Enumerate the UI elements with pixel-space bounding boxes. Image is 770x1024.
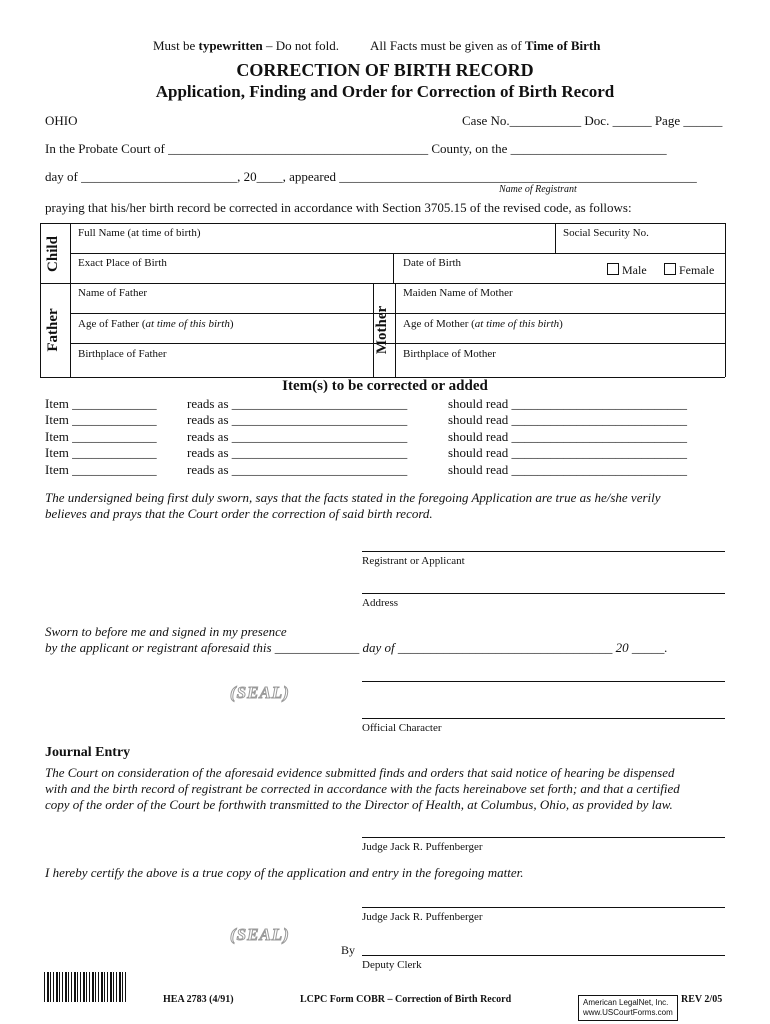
official-character-line[interactable] bbox=[362, 718, 725, 719]
name-of-registrant-caption: Name of Registrant bbox=[499, 184, 577, 195]
judge-signature-line-2[interactable] bbox=[362, 907, 725, 908]
place-of-birth-field[interactable]: Exact Place of Birth bbox=[78, 257, 167, 269]
typewritten-notice: Must be typewritten – Do not fold. bbox=[153, 38, 339, 53]
time-of-birth-notice: All Facts must be given as of Time of Birth bbox=[370, 38, 601, 53]
male-checkbox[interactable]: Male bbox=[607, 263, 647, 278]
item-field[interactable]: Item _____________ bbox=[45, 462, 157, 477]
father-birthplace-field[interactable]: Birthplace of Father bbox=[78, 348, 167, 360]
seal-watermark: (SEAL) bbox=[230, 683, 290, 702]
father-section-label: Father bbox=[45, 308, 61, 352]
journal-entry-heading: Journal Entry bbox=[45, 745, 131, 760]
deputy-clerk-caption: Deputy Clerk bbox=[362, 959, 422, 971]
praying-statement: praying that his/her birth record be corrected in accordance with Section 3705.15 of the revised code, as follows: bbox=[45, 200, 632, 215]
judge-caption: Judge Jack R. Puffenberger bbox=[362, 841, 483, 853]
judge-signature-line[interactable] bbox=[362, 837, 725, 838]
by-label: By bbox=[341, 943, 356, 957]
registrant-signature-line[interactable] bbox=[362, 551, 725, 552]
oath-statement: The undersigned being first duly sworn, says that the facts stated in the foregoing Application are true as he/she verily believes and prays that the Court order the correction of said birth record. bbox=[45, 490, 661, 521]
address-line[interactable] bbox=[362, 593, 725, 594]
address-caption: Address bbox=[362, 597, 399, 609]
mother-birthplace-field[interactable]: Birthplace of Mother bbox=[403, 348, 496, 360]
ssn-field[interactable]: Social Security No. bbox=[563, 227, 649, 239]
should-read-field[interactable]: should read ___________________________ bbox=[448, 462, 688, 477]
appeared-date-field[interactable]: day of ________________________, 20____, appeared _______________________________________________________ bbox=[45, 169, 697, 184]
item-field[interactable]: Item _____________ bbox=[45, 396, 157, 411]
items-heading: Item(s) to be corrected or added bbox=[282, 378, 488, 394]
mother-section-label: Mother bbox=[374, 305, 390, 355]
item-field[interactable]: Item _____________ bbox=[45, 445, 157, 460]
state-label: OHIO bbox=[45, 113, 78, 128]
journal-entry-text: The Court on consideration of the aforesaid evidence submitted finds and orders that said notice of hearing be dispensed with and the birth record of registrant be corrected in accordance with the facts hereinabove set forth; and that a certified copy of the order of the Court be forthwith transmitted to the Director of Health, at Columbus, Ohio, as provided by law. bbox=[45, 765, 680, 812]
deputy-clerk-signature-line[interactable] bbox=[362, 955, 725, 956]
should-read-field[interactable]: should read ___________________________ bbox=[448, 429, 688, 444]
notary-signature-line[interactable] bbox=[362, 681, 725, 682]
father-name-field[interactable]: Name of Father bbox=[78, 287, 148, 299]
should-read-field[interactable]: should read ___________________________ bbox=[448, 445, 688, 460]
child-section-label: Child bbox=[45, 236, 61, 272]
registrant-caption: Registrant or Applicant bbox=[362, 555, 465, 567]
female-checkbox[interactable]: Female bbox=[664, 263, 714, 278]
barcode bbox=[44, 972, 126, 1002]
reads-as-field[interactable]: reads as ___________________________ bbox=[187, 462, 408, 477]
case-number-field[interactable]: Case No.___________ Doc. ______ Page ______ bbox=[462, 113, 723, 128]
item-field[interactable]: Item _____________ bbox=[45, 429, 157, 444]
revision-code: REV 2/05 bbox=[681, 994, 723, 1005]
judge-caption-2: Judge Jack R. Puffenberger bbox=[362, 911, 483, 923]
sworn-statement[interactable]: Sworn to before me and signed in my presence by the applicant or registrant aforesaid this _____________ day of _________________________________ 20 _____. bbox=[45, 624, 668, 655]
reads-as-field[interactable]: reads as ___________________________ bbox=[187, 445, 408, 460]
court-county-field[interactable]: In the Probate Court of ________________________________________ County, on the ________________________ bbox=[45, 141, 667, 156]
form-name: LCPC Form COBR – Correction of Birth Record bbox=[300, 994, 512, 1005]
should-read-field[interactable]: should read ___________________________ bbox=[448, 396, 688, 411]
publisher-stamp: American LegalNet, Inc. www.USCourtForms.com bbox=[578, 995, 678, 1021]
form-subtitle: Application, Finding and Order for Correction of Birth Record bbox=[155, 82, 615, 101]
should-read-field[interactable]: should read ___________________________ bbox=[448, 412, 688, 427]
certify-statement: I hereby certify the above is a true copy of the application and entry in the foregoing matter. bbox=[45, 865, 524, 880]
form-title: CORRECTION OF BIRTH RECORD bbox=[236, 60, 534, 80]
official-character-caption: Official Character bbox=[362, 722, 442, 734]
father-age-field[interactable]: Age of Father (at time of this birth) bbox=[78, 318, 234, 330]
full-name-field[interactable]: Full Name (at time of birth) bbox=[78, 227, 201, 239]
mother-age-field[interactable]: Age of Mother (at time of this birth) bbox=[403, 318, 563, 330]
reads-as-field[interactable]: reads as ___________________________ bbox=[187, 396, 408, 411]
reads-as-field[interactable]: reads as ___________________________ bbox=[187, 412, 408, 427]
item-field[interactable]: Item _____________ bbox=[45, 412, 157, 427]
mother-maiden-name-field[interactable]: Maiden Name of Mother bbox=[403, 287, 513, 299]
seal-watermark-2: (SEAL) bbox=[230, 925, 290, 944]
reads-as-field[interactable]: reads as ___________________________ bbox=[187, 429, 408, 444]
form-code: HEA 2783 (4/91) bbox=[163, 994, 234, 1005]
date-of-birth-field[interactable]: Date of Birth bbox=[403, 257, 462, 269]
